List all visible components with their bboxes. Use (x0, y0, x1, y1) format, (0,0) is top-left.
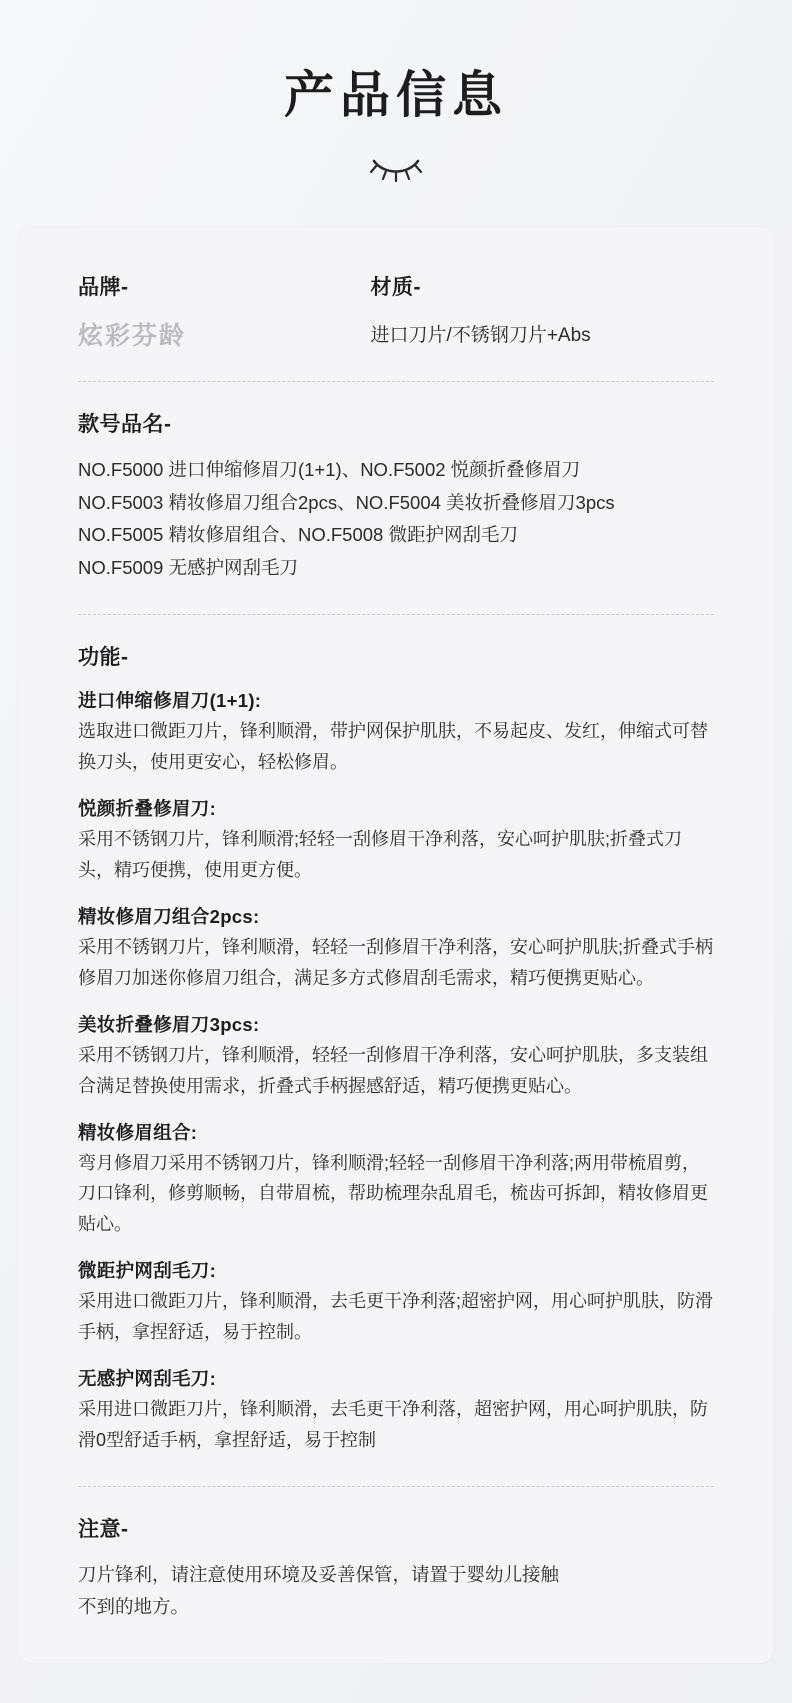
material-label: 材质- (370, 276, 422, 299)
function-label: 功能- (78, 645, 129, 669)
function-name: 悦颜折叠修眉刀: (78, 797, 217, 819)
brand-material-row (78, 271, 714, 351)
note-lines (78, 1559, 714, 1623)
brand-label: 品牌- (78, 276, 129, 299)
model-lines (78, 454, 714, 584)
function-desc: 选取进口微距刀片，锋利顺滑，带护网保护肌肤，不易起皮、发红，伸缩式可替换刀头，使用更安心，轻松修眉。 (78, 720, 708, 772)
divider-3 (78, 1486, 714, 1487)
note-block (78, 1513, 714, 1623)
list-item (78, 795, 714, 886)
function-list (78, 687, 714, 1456)
brand-value: 炫彩芬龄 (78, 322, 187, 350)
function-desc: 采用不锈钢刀片，锋利顺滑，轻轻一刮修眉干净利落，安心呵护肌肤;折叠式手柄修眉刀加迷你修眉刀组合，满足多方式修眉刮毛需求，精巧便携更贴心。 (78, 936, 713, 988)
model-line: NO.F5009 无感护网刮毛刀 (78, 556, 298, 578)
material-value: 进口刀片/不锈钢刀片+Abs (370, 325, 591, 346)
divider-1 (78, 381, 714, 382)
model-label: 款号品名- (78, 413, 172, 437)
model-line: NO.F5003 精妆修眉刀组合2pcs、NO.F5004 美妆折叠修眉刀3pcs (78, 491, 615, 513)
note-label: 注意- (78, 1518, 129, 1542)
function-desc: 弯月修眉刀采用不锈钢刀片，锋利顺滑;轻轻一刮修眉干净利落;两用带梳眉剪，刀口锋利，修剪顺畅，自带眉梳，帮助梳理杂乱眉毛，梳齿可拆卸，精妆修眉更贴心。 (78, 1152, 708, 1235)
list-item (78, 687, 714, 778)
list-item (78, 1119, 714, 1241)
function-desc: 采用进口微距刀片，锋利顺滑，去毛更干净利落;超密护网，用心呵护肌肤，防滑手柄，拿捏舒适，易于控制。 (78, 1291, 713, 1343)
function-name: 进口伸缩修眉刀(1+1): (78, 689, 262, 711)
material-block (371, 271, 714, 351)
function-name: 美妆折叠修眉刀3pcs: (78, 1013, 260, 1035)
function-name: 精妆修眉组合: (78, 1121, 198, 1143)
list-item (78, 1257, 714, 1348)
info-card (18, 227, 774, 1663)
eyelash-icon (366, 157, 426, 183)
function-desc: 采用不锈钢刀片，锋利顺滑;轻轻一刮修眉干净利落，安心呵护肌肤;折叠式刀头，精巧便携，使用更方便。 (78, 828, 682, 880)
model-line: NO.F5000 进口伸缩修眉刀(1+1)、NO.F5002 悦颜折叠修眉刀 (78, 459, 581, 481)
page-header (0, 0, 792, 183)
list-item (78, 903, 714, 994)
list-item (78, 1011, 714, 1102)
function-desc: 采用不锈钢刀片，锋利顺滑，轻轻一刮修眉干净利落，安心呵护肌肤，多支装组合满足替换使用需求，折叠式手柄握感舒适，精巧便携更贴心。 (78, 1044, 708, 1096)
page-title: 产品信息 (284, 67, 508, 123)
function-name: 无感护网刮毛刀: (78, 1368, 217, 1390)
model-line: NO.F5005 精妆修眉组合、NO.F5008 微距护网刮毛刀 (78, 524, 518, 546)
divider-2 (78, 614, 714, 615)
function-block (78, 641, 714, 1456)
brand-block (78, 271, 371, 351)
list-item (78, 1365, 714, 1456)
model-block (78, 408, 714, 584)
function-name: 精妆修眉刀组合2pcs: (78, 905, 260, 927)
note-line: 刀片锋利，请注意使用环境及妥善保管，请置于婴幼儿接触 (78, 1564, 560, 1586)
note-line: 不到的地方。 (78, 1596, 190, 1617)
function-desc: 采用进口微距刀片，锋利顺滑，去毛更干净利落，超密护网，用心呵护肌肤，防滑0型舒适手柄，拿捏舒适，易于控制 (78, 1399, 708, 1451)
function-name: 微距护网刮毛刀: (78, 1260, 217, 1282)
